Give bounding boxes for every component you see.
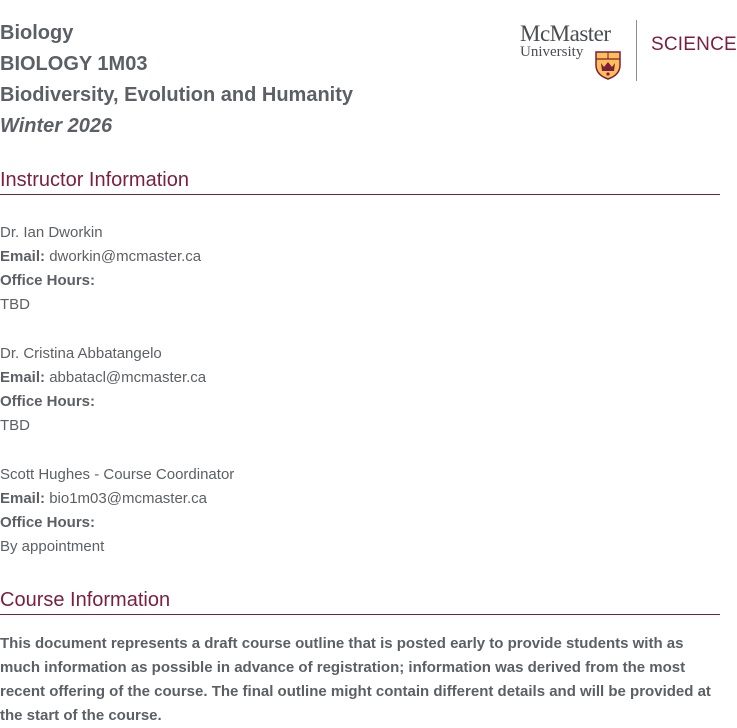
logo-university-sub: University <box>520 44 584 60</box>
email-label: Email: <box>0 490 46 507</box>
instructor-entry <box>0 221 720 317</box>
course-information-heading: Course Information <box>0 587 720 615</box>
instructor-email-row <box>0 366 720 390</box>
instructor-entry <box>0 463 720 559</box>
instructor-entry <box>0 342 720 438</box>
instructor-name: Scott Hughes - Course Coordinator <box>0 466 235 483</box>
course-code: BIOLOGY 1M03 <box>0 53 148 75</box>
logo-divider <box>636 20 637 81</box>
department-title: Biology <box>0 22 74 44</box>
instructor-name: Dr. Ian Dworkin <box>0 224 103 241</box>
instructor-email-row <box>0 245 720 269</box>
crest-icon <box>595 50 621 80</box>
logo-university-name: McMaster <box>520 21 611 46</box>
office-hours-label: Office Hours: <box>0 514 96 531</box>
mcmaster-science-logo <box>520 18 737 84</box>
instructor-information-heading: Instructor Information <box>0 167 720 195</box>
instructor-email: abbatacl@mcmaster.ca <box>49 369 207 386</box>
instructor-email: dworkin@mcmaster.ca <box>49 248 202 265</box>
office-hours-value: TBD <box>0 296 30 313</box>
instructor-name: Dr. Cristina Abbatangelo <box>0 345 162 362</box>
term: Winter 2026 <box>0 115 113 137</box>
office-hours-label: Office Hours: <box>0 393 96 410</box>
email-label: Email: <box>0 248 46 265</box>
course-title: Biodiversity, Evolution and Humanity <box>0 84 354 106</box>
office-hours-value: By appointment <box>0 538 105 555</box>
course-information-text: This document represents a draft course outline that is posted early to provide students with as much information as possible in advance of registration; information was derived from the most recent offering of the course. The final outline might contain different details and will be provided at the start of the course. <box>0 635 711 724</box>
instructor-list <box>0 221 720 559</box>
instructor-email-row <box>0 487 720 511</box>
email-label: Email: <box>0 369 46 386</box>
instructor-email: bio1m03@mcmaster.ca <box>49 490 207 507</box>
office-hours-value: TBD <box>0 417 30 434</box>
office-hours-label: Office Hours: <box>0 272 96 289</box>
course-header <box>0 18 480 142</box>
logo-faculty: SCIENCE <box>651 34 737 55</box>
